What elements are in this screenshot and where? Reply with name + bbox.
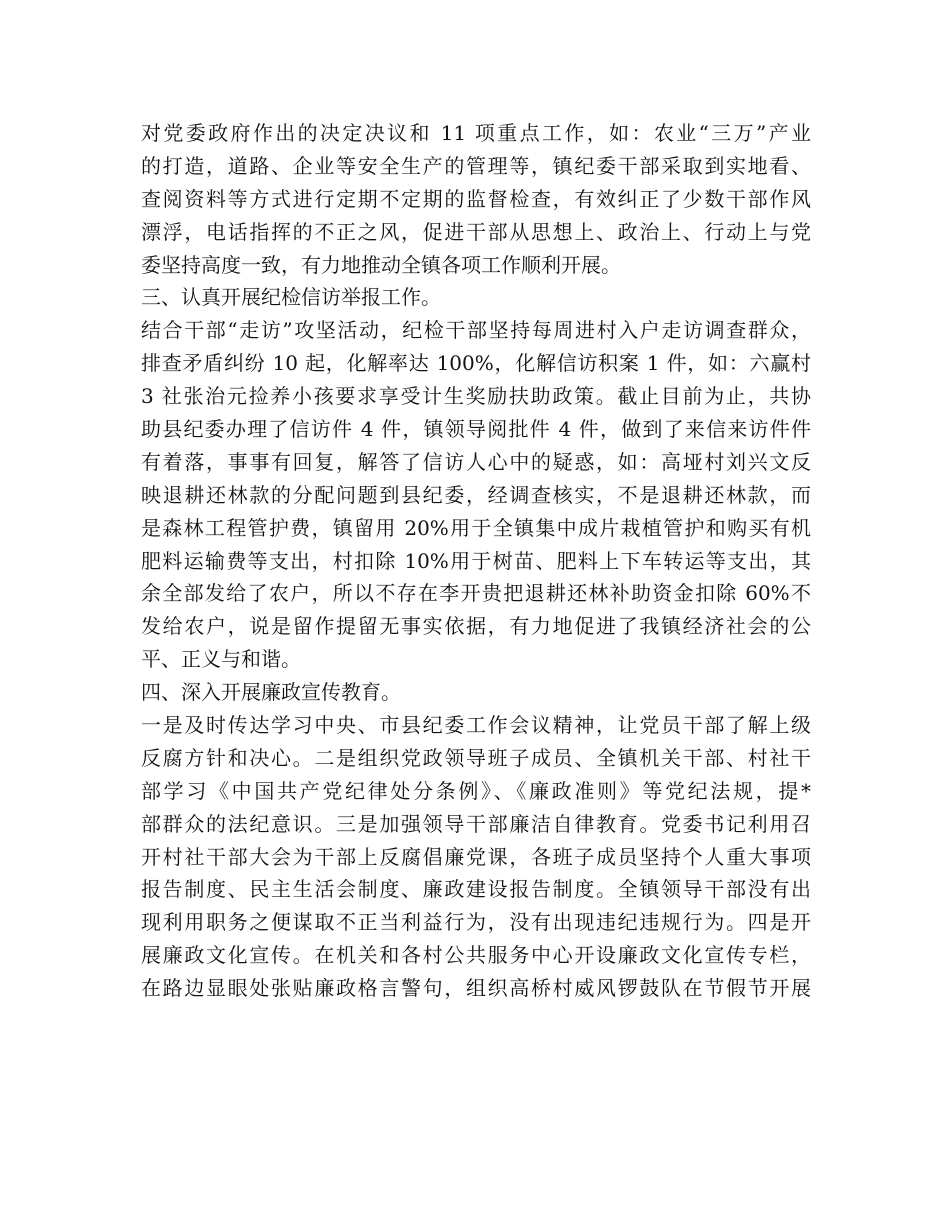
- text-line: 报告制度、民主生活会制度、廉政建设报告制度。全镇领导干部没有出: [141, 877, 811, 902]
- text-line: 排查矛盾纠纷 10 起，化解率达 100%，化解信访积案 1 件，如：六赢村: [141, 351, 811, 376]
- text-line: 是森林工程管护费，镇留用 20%用于全镇集中成片栽植管护和购买有机: [141, 515, 811, 540]
- text-line: 开村社干部大会为干部上反腐倡廉党课，各班子成员坚持个人重大事项: [141, 844, 811, 869]
- text-line: 助县纪委办理了信访件 4 件，镇领导阅批件 4 件，做到了来信来访件件: [141, 417, 811, 442]
- text-line: 对党委政府作出的决定决议和 11 项重点工作，如：农业“三万”产业: [141, 121, 811, 145]
- text-line: 反腐方针和决心。二是组织党政领导班子成员、全镇机关干部、村社干: [141, 745, 811, 770]
- text-line: 平、正义与和谐。: [141, 647, 301, 672]
- document-body: [141, 117, 811, 1005]
- text-line: 发给农户，说是留作提留无事实依据，有力地促进了我镇经济社会的公: [141, 614, 811, 639]
- text-line: 3 社张治元捡养小孩要求享受计生奖励扶助政策。截止目前为止，共协: [141, 384, 811, 409]
- text-line: 漂浮，电话指挥的不正之风，促进干部从思想上、政治上、行动上与党: [141, 219, 811, 244]
- text-line: 展廉政文化宣传。在机关和各村公共服务中心开设廉政文化宣传专栏，: [141, 943, 811, 968]
- section-heading-4: 四、深入开展廉政宣传教育。: [141, 680, 401, 705]
- text-line: 余全部发给了农户，所以不存在李开贵把退耕还林补助资金扣除 60%不: [141, 581, 811, 606]
- text-line: 映退耕还林款的分配问题到县纪委，经调查核实，不是退耕还林款，而: [141, 482, 811, 507]
- text-line: 结合干部“走访”攻坚活动，纪检干部坚持每周进村入户走访调查群众，: [141, 318, 811, 343]
- text-line: 查阅资料等方式进行定期不定期的监督检查，有效纠正了少数干部作风: [141, 186, 811, 211]
- section-heading-3: 三、认真开展纪检信访举报工作。: [141, 285, 441, 310]
- text-line: 部学习《中国共产党纪律处分条例》、《廉政准则》等党纪法规，提*: [141, 778, 811, 803]
- text-line: 在路边显眼处张贴廉政格言警句，组织高桥村威风锣鼓队在节假节开展: [141, 976, 811, 1001]
- text-line: 肥料运输费等支出，村扣除 10%用于树苗、肥料上下车转运等支出，其: [141, 548, 811, 573]
- text-line: 委坚持高度一致，有力地推动全镇各项工作顺利开展。: [141, 252, 621, 277]
- text-line: 一是及时传达学习中央、市县纪委工作会议精神，让党员干部了解上级: [141, 713, 811, 738]
- text-line: 现利用职务之便谋取不正当利益行为，没有出现违纪违规行为。四是开: [141, 910, 811, 935]
- text-line: 有着落，事事有回复，解答了信访人心中的疑惑，如：高垭村刘兴文反: [141, 449, 811, 474]
- text-line: 部群众的法纪意识。三是加强领导干部廉洁自律教育。党委书记利用召: [141, 811, 811, 836]
- text-line: 的打造，道路、企业等安全生产的管理等，镇纪委干部采取到实地看、: [141, 153, 811, 178]
